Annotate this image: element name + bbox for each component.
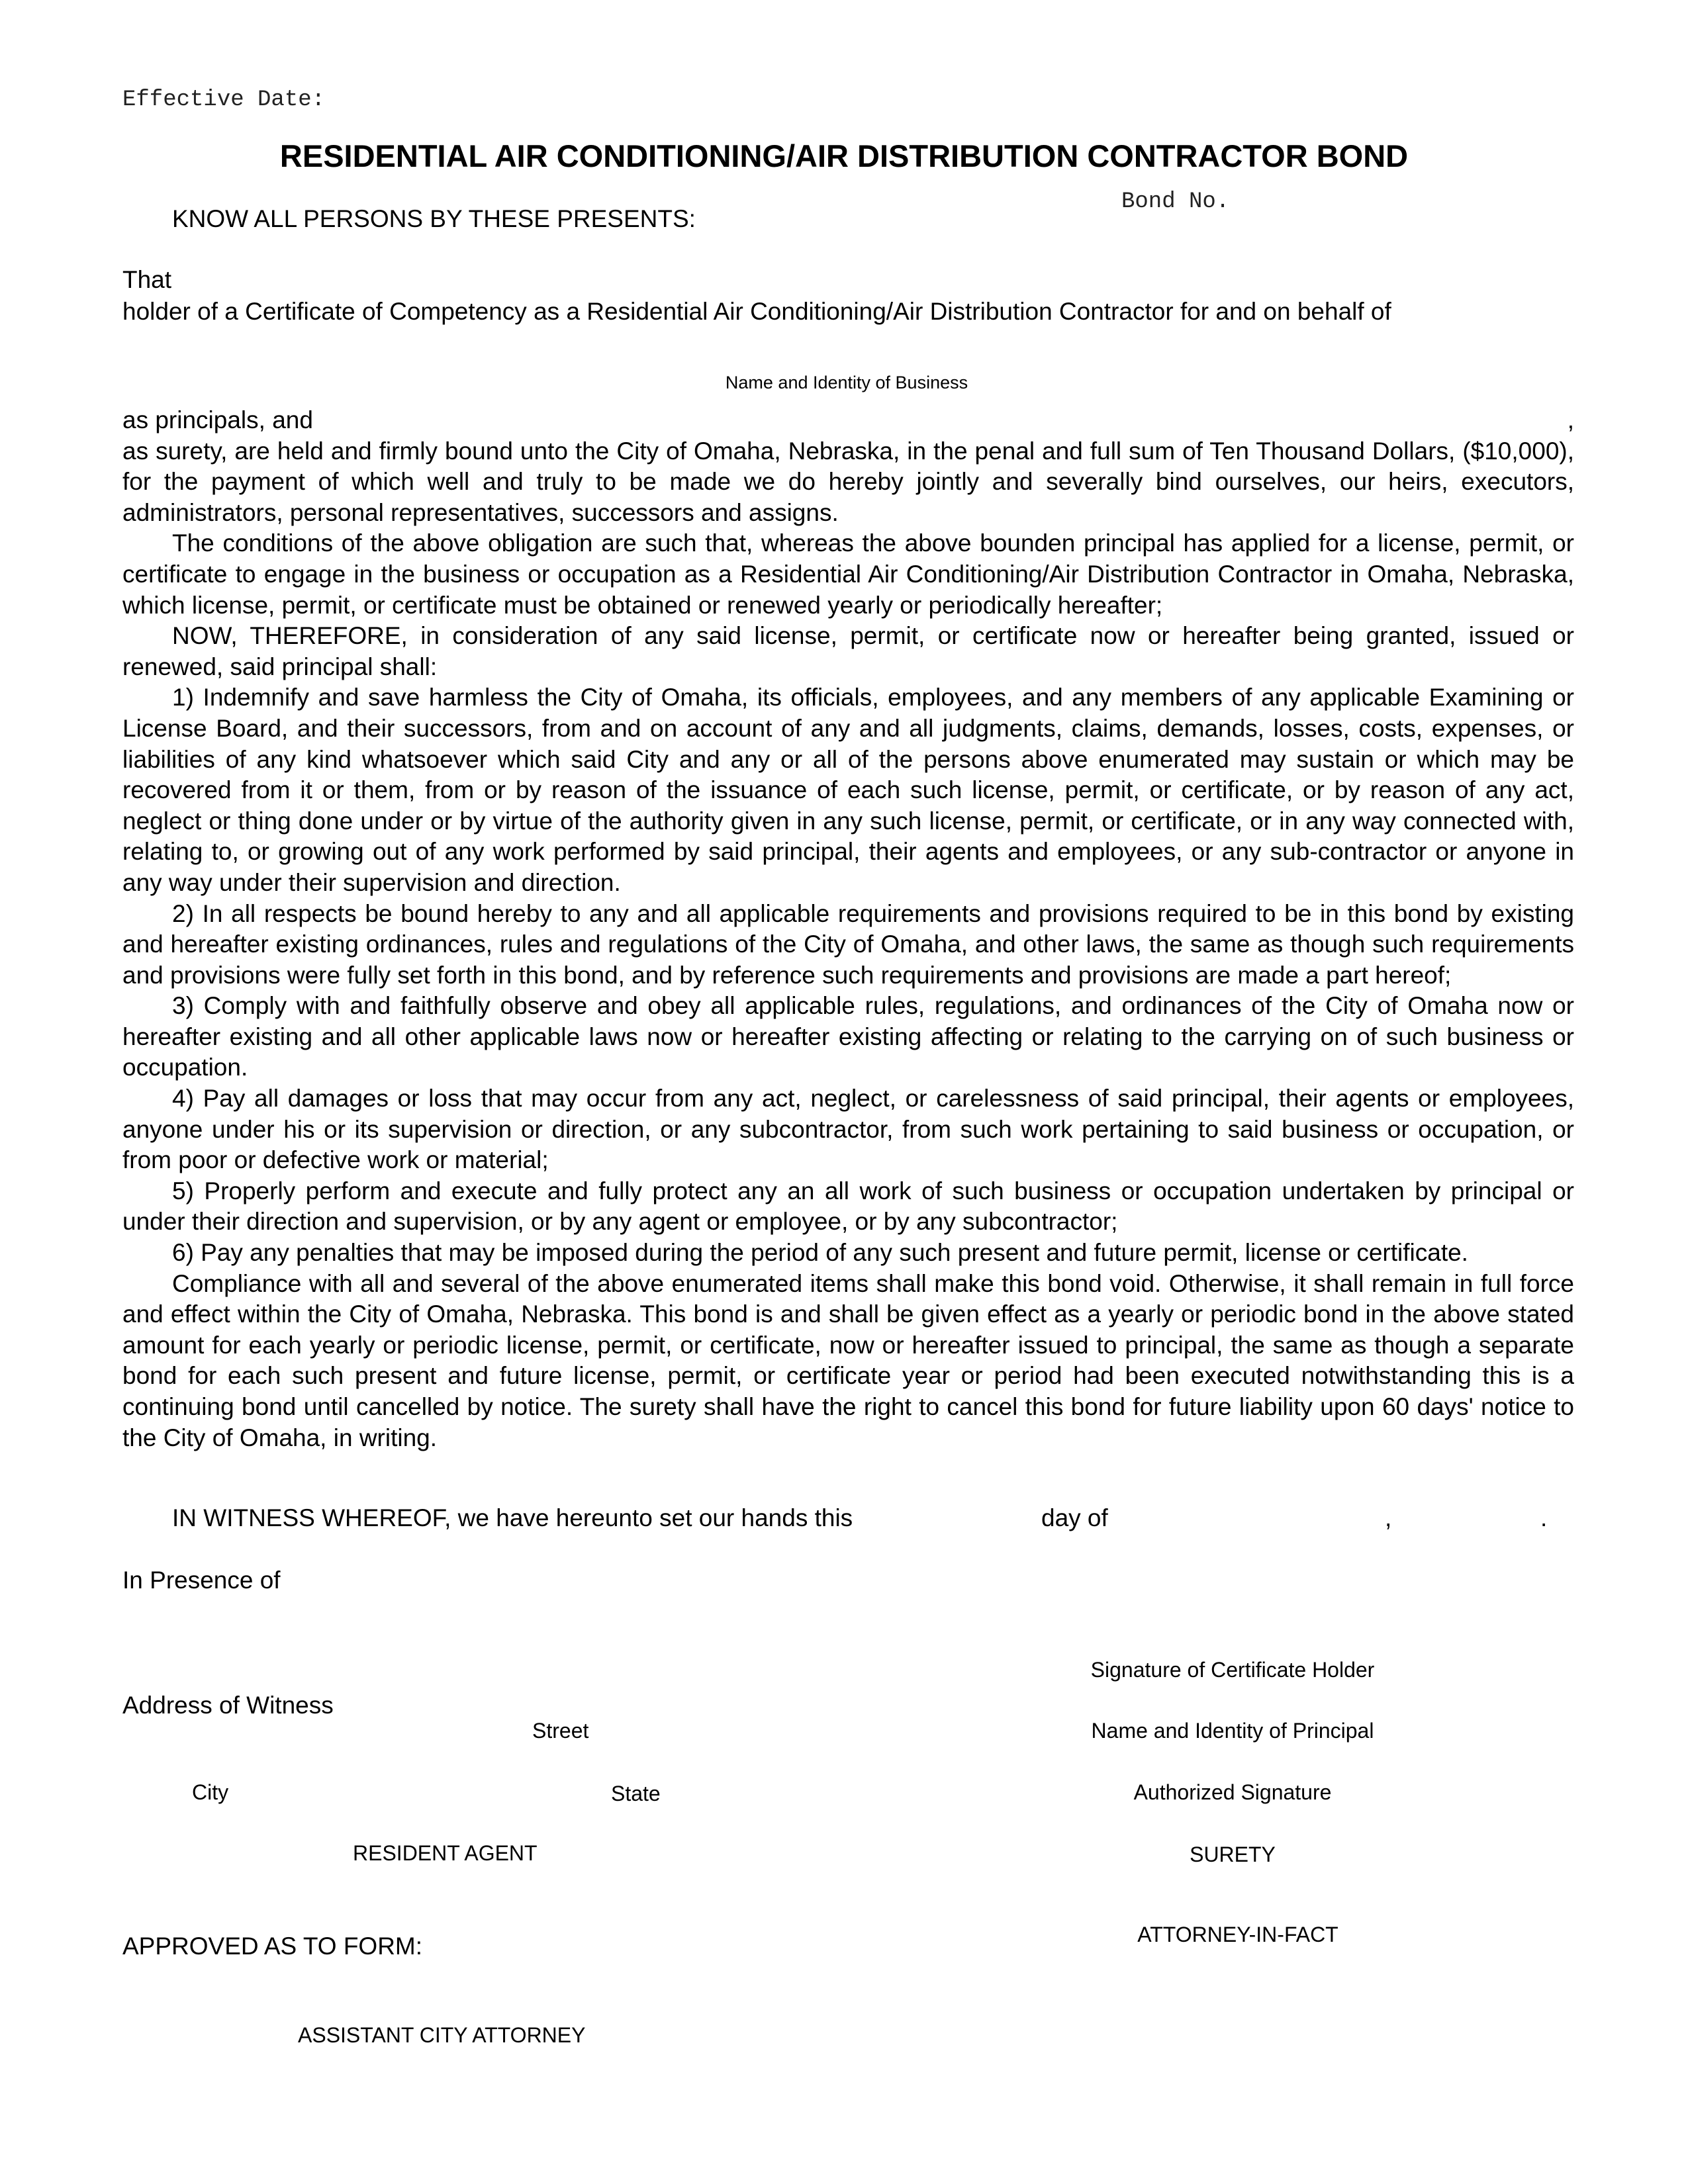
date-period: .: [1540, 1504, 1548, 1531]
as-principals-text: as principals, and: [122, 406, 313, 433]
holder-line: holder of a Certificate of Competency as a Residential Air Conditioning/Air Distribution Contractor for and on behalf of: [122, 298, 1391, 325]
principals-comma: ,: [1567, 406, 1574, 433]
signature-holder-caption: Signature of Certificate Holder: [1090, 1658, 1375, 1682]
city-caption: City: [192, 1780, 229, 1804]
approved-as-to-form-label: APPROVED AS TO FORM:: [122, 1933, 423, 1960]
know-all-heading: KNOW ALL PERSONS BY THESE PRESENTS:: [172, 205, 696, 232]
item-6: 6) Pay any penalties that may be imposed during the period of any such present and future permit, license or certificate.: [172, 1239, 1468, 1267]
compliance-paragraph: Compliance with all and several of the above enumerated items shall make this bond void. Otherwise, it shall remain in full force and effect within the City of Omaha, Nebraska. This bond is and shall be given effect as a yearly or periodic bond in the above stated amount for each yearly or periodic license, permit, or certificate, now or hereafter issued to principal, the same as though a separate bond for each such present and future license, permit, or certificate year or period had been executed notwithstanding this is a continuing bond until cancelled by notice. The surety shall have the right to cancel this bond for future liability upon 60 days' notice to the City of Omaha, in writing.: [122, 1269, 1574, 1451]
conditions-paragraph: The conditions of the above obligation are such that, whereas the above bounden principal has applied for a license, permit, or certificate to engage in the business or occupation as a Residential Air Conditioning/Air Distribution Contractor in Omaha, Nebraska, which license, permit, or certificate must be obtained or renewed yearly or periodically hereafter;: [122, 529, 1574, 619]
bond-body: [122, 405, 1574, 1453]
item-2: 2) In all respects be bound hereby to any and all applicable requirements and provisions required to be in this bond by existing and hereafter existing ordinances, rules and regulations of the City of Omaha, and other laws, the same as though such requirements and provisions were fully set forth in this bond, and by reference such requirements and provisions are made a part hereof;: [122, 899, 1574, 989]
surety-caption: SURETY: [1190, 1843, 1276, 1866]
resident-agent-caption: RESIDENT AGENT: [353, 1841, 538, 1865]
item-3: 3) Comply with and faithfully observe and obey all applicable rules, regulations, and ordinances of the City of Omaha now or hereafter existing and all other applicable laws now or hereafter existing affecting or relating to the carrying on of such business or occupation.: [122, 992, 1574, 1081]
principals-line: [122, 405, 1574, 436]
document-title: RESIDENTIAL AIR CONDITIONING/AIR DISTRIBUTION CONTRACTOR BOND: [279, 138, 1409, 173]
business-name-caption: Name and Identity of Business: [725, 373, 968, 392]
principal-name-caption: Name and Identity of Principal: [1091, 1719, 1374, 1743]
in-presence-of-label: In Presence of: [122, 1567, 281, 1594]
authorized-signature-caption: Authorized Signature: [1133, 1780, 1332, 1804]
now-therefore-paragraph: NOW, THEREFORE, in consideration of any said license, permit, or certificate now or hereafter being granted, issued or renewed, said principal shall:: [122, 622, 1574, 680]
bond-number-label: Bond No.: [1121, 189, 1230, 214]
effective-date-label: Effective Date:: [122, 87, 326, 113]
that-label: That: [122, 266, 172, 293]
day-of-text: day of: [1041, 1504, 1108, 1531]
attorney-in-fact-caption: ATTORNEY-IN-FACT: [1137, 1923, 1338, 1946]
item-4: 4) Pay all damages or loss that may occur from any act, neglect, or carelessness of said principal, their agents or employees, anyone under his or its supervision or direction, or any subcontractor, from such work pertaining to said business or occupation, or from poor or defective work or material;: [122, 1085, 1574, 1174]
date-comma: ,: [1385, 1504, 1392, 1531]
surety-paragraph: as surety, are held and firmly bound unto the City of Omaha, Nebraska, in the penal and full sum of Ten Thousand Dollars, ($10,000), for the payment of which well and truly to be made we do hereby jointly and severally bind ourselves, our heirs, executors, administrators, personal representatives, successors and assigns.: [122, 437, 1574, 526]
street-caption: Street: [532, 1719, 589, 1743]
in-witness-text: IN WITNESS WHEREOF, we have hereunto set our hands this: [172, 1504, 853, 1531]
address-of-witness-label: Address of Witness: [122, 1692, 334, 1719]
assistant-city-attorney-caption: ASSISTANT CITY ATTORNEY: [298, 2023, 586, 2047]
item-1: 1) Indemnify and save harmless the City of Omaha, its officials, employees, and any members of any applicable Examining or License Board, and their successors, from and on account of any and all judgments, claims, demands, losses, costs, expenses, or liabilities of any kind whatsoever which said City and any or all of the persons above enumerated may sustain or which may be recovered from it or them, from or by reason of the issuance of each such license, permit, or certificate, or by reason of any act, neglect or thing done under or by virtue of the authority given in any such license, permit, or certificate, or in any way connected with, relating to, or growing out of any work performed by said principal, their agents and employees, or any sub-contractor or anyone in any way under their supervision and direction.: [122, 684, 1574, 896]
state-caption: State: [611, 1782, 661, 1805]
item-5: 5) Properly perform and execute and fully protect any an all work of such business or occupation undertaken by principal or under their direction and supervision, or by any agent or employee, or by any subcontractor;: [122, 1177, 1574, 1236]
